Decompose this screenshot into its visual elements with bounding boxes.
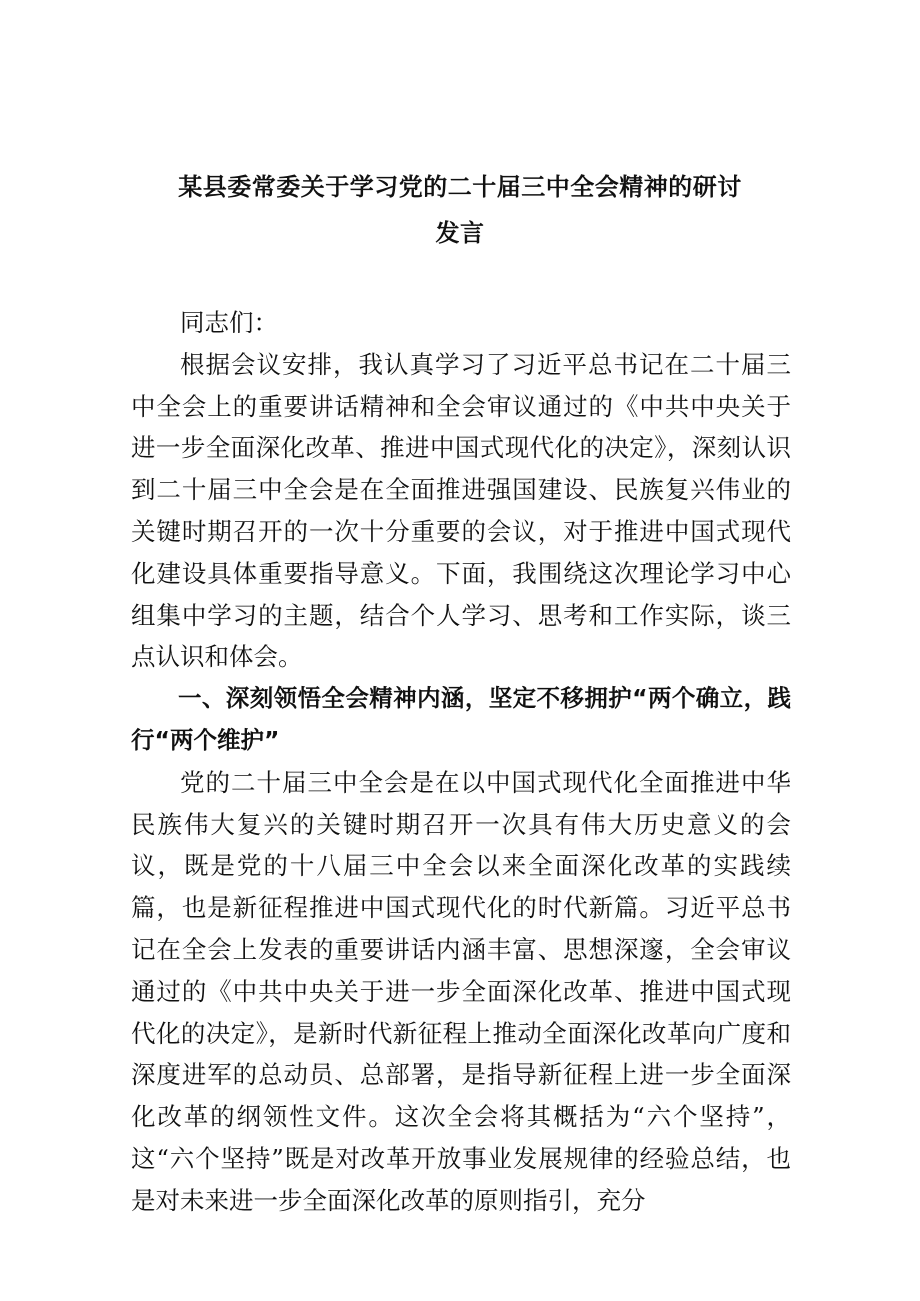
document-title <box>0 164 920 256</box>
paragraph-intro: 根据会议安排，我认真学习了习近平总书记在二十届三中全会上的重要讲话精神和全会审议通过的《中共中央关于进一步全面深化改革、推进中国式现代化的决定》，深刻认识到二十届三中全会是在全面推进强国建设、民族复兴伟业的关键时期召开的一次十分重要的会议，对于推进中国式现代化建设具体重要指导意义。下面，我围绕这次理论学习中心组集中学习的主题，结合个人学习、思考和工作实际，谈三点认识和体会。 <box>131 349 791 672</box>
document-body <box>131 302 791 1222</box>
paragraph-section-1: 党的二十届三中全会是在以中国式现代化全面推进中华民族伟大复兴的关键时期召开一次具有伟大历史意义的会议，既是党的十八届三中全会以来全面深化改革的实践续篇，也是新征程推进中国式现代化的时代新篇。习近平总书记在全会上发表的重要讲话内涵丰富、思想深邃，全会审议通过的《中共中央关于进一步全面深化改革、推进中国式现代化的决定》，是新时代新征程上推动全面深化改革向广度和深度进军的总动员、总部署，是指导新征程上进一步全面深化改革的纲领性文件。这次全会将其概括为“六个坚持”，这“六个坚持”既是对改革开放事业发展规律的经验总结，也是对未来进一步全面深化改革的原则指引，充分 <box>131 767 791 1215</box>
section-heading-1: 一、深刻领悟全会精神内涵，坚定不移拥护“两个确立，践行“两个维护” <box>131 684 791 754</box>
salutation: 同志们： <box>180 308 278 337</box>
title-line-2: 发言 <box>435 219 485 247</box>
title-line-1: 某县委常委关于学习党的二十届三中全会精神的研讨 <box>178 173 742 201</box>
